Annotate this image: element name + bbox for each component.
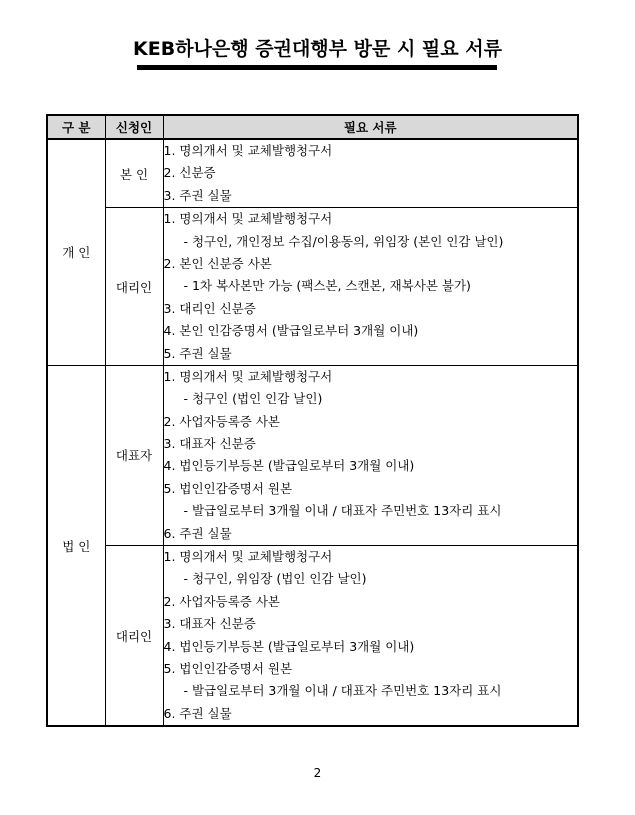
- docs-individual-agent: [163, 208, 578, 366]
- header-documents: 필요 서류: [163, 115, 578, 139]
- document-note: - 1차 복사본만 가능 (팩스본, 스캔본, 재복사본 불가): [183, 278, 471, 294]
- document-item: 5. 법인인감증명서 원본: [163, 480, 293, 496]
- applicant-corporate-agent: 대리인: [105, 546, 163, 727]
- docs-corporate-representative: [163, 365, 578, 545]
- table-row: [47, 546, 578, 727]
- document-item: 1. 명의개서 및 교체발행청구서: [163, 549, 333, 565]
- document-item: 3. 대표자 신분증: [163, 436, 256, 452]
- header-applicant: 신청인: [105, 115, 163, 139]
- document-item: 1. 명의개서 및 교체발행청구서: [163, 211, 333, 227]
- document-item: 1. 명의개서 및 교체발행청구서: [163, 143, 333, 158]
- document-item: 6. 주권 실물: [163, 525, 232, 541]
- document-item: 2. 본인 신분증 사본: [163, 255, 272, 271]
- docs-corporate-agent: [163, 546, 578, 727]
- document-item: 4. 법인등기부등본 (발급일로부터 3개월 이내): [163, 638, 415, 654]
- table-row: [47, 139, 578, 208]
- title-underline: [137, 65, 497, 70]
- document-item: 2. 사업자등록증 사본: [163, 413, 280, 429]
- applicant-individual-agent: 대리인: [105, 208, 163, 366]
- applicant-representative: 대표자: [105, 365, 163, 545]
- document-item: 2. 사업자등록증 사본: [163, 593, 280, 609]
- document-title: KEB하나은행 증권대행부 방문 시 필요 서류: [133, 38, 502, 60]
- document-item: 4. 법인등기부등본 (발급일로부터 3개월 이내): [163, 458, 415, 474]
- table-header-row: [47, 115, 578, 139]
- document-item: 3. 주권 실물: [163, 187, 232, 203]
- table-row: [47, 365, 578, 545]
- document-note: - 청구인 (법인 인감 날인): [183, 391, 323, 407]
- document-item: 1. 명의개서 및 교체발행청구서: [163, 368, 333, 384]
- header-category: 구 분: [47, 115, 105, 139]
- document-item: 2. 신분증: [163, 165, 216, 181]
- docs-individual-self: [163, 139, 578, 208]
- table-row: [47, 208, 578, 366]
- document-item: 4. 본인 인감증명서 (발급일로부터 3개월 이내): [163, 323, 419, 339]
- page-number: 2: [313, 766, 322, 780]
- document-note: - 발급일로부터 3개월 이내 / 대표자 주민번호 13자리 표시: [183, 503, 502, 519]
- applicant-self: 본 인: [105, 139, 163, 208]
- document-item: 3. 대표자 신분증: [163, 616, 256, 632]
- document-item: 6. 주권 실물: [163, 705, 232, 721]
- required-documents-table: [46, 114, 579, 727]
- document-item: 3. 대리인 신분증: [163, 300, 256, 316]
- document-item: 5. 주권 실물: [163, 345, 232, 361]
- document-note: - 청구인, 개인정보 수집/이용동의, 위임장 (본인 인감 날인): [183, 233, 504, 249]
- category-individual: 개 인: [47, 139, 105, 365]
- document-note: - 발급일로부터 3개월 이내 / 대표자 주민번호 13자리 표시: [183, 683, 502, 699]
- document-note: - 청구인, 위임장 (법인 인감 날인): [183, 571, 367, 587]
- category-corporate: 법 인: [47, 365, 105, 726]
- document-item: 5. 법인인감증명서 원본: [163, 660, 293, 676]
